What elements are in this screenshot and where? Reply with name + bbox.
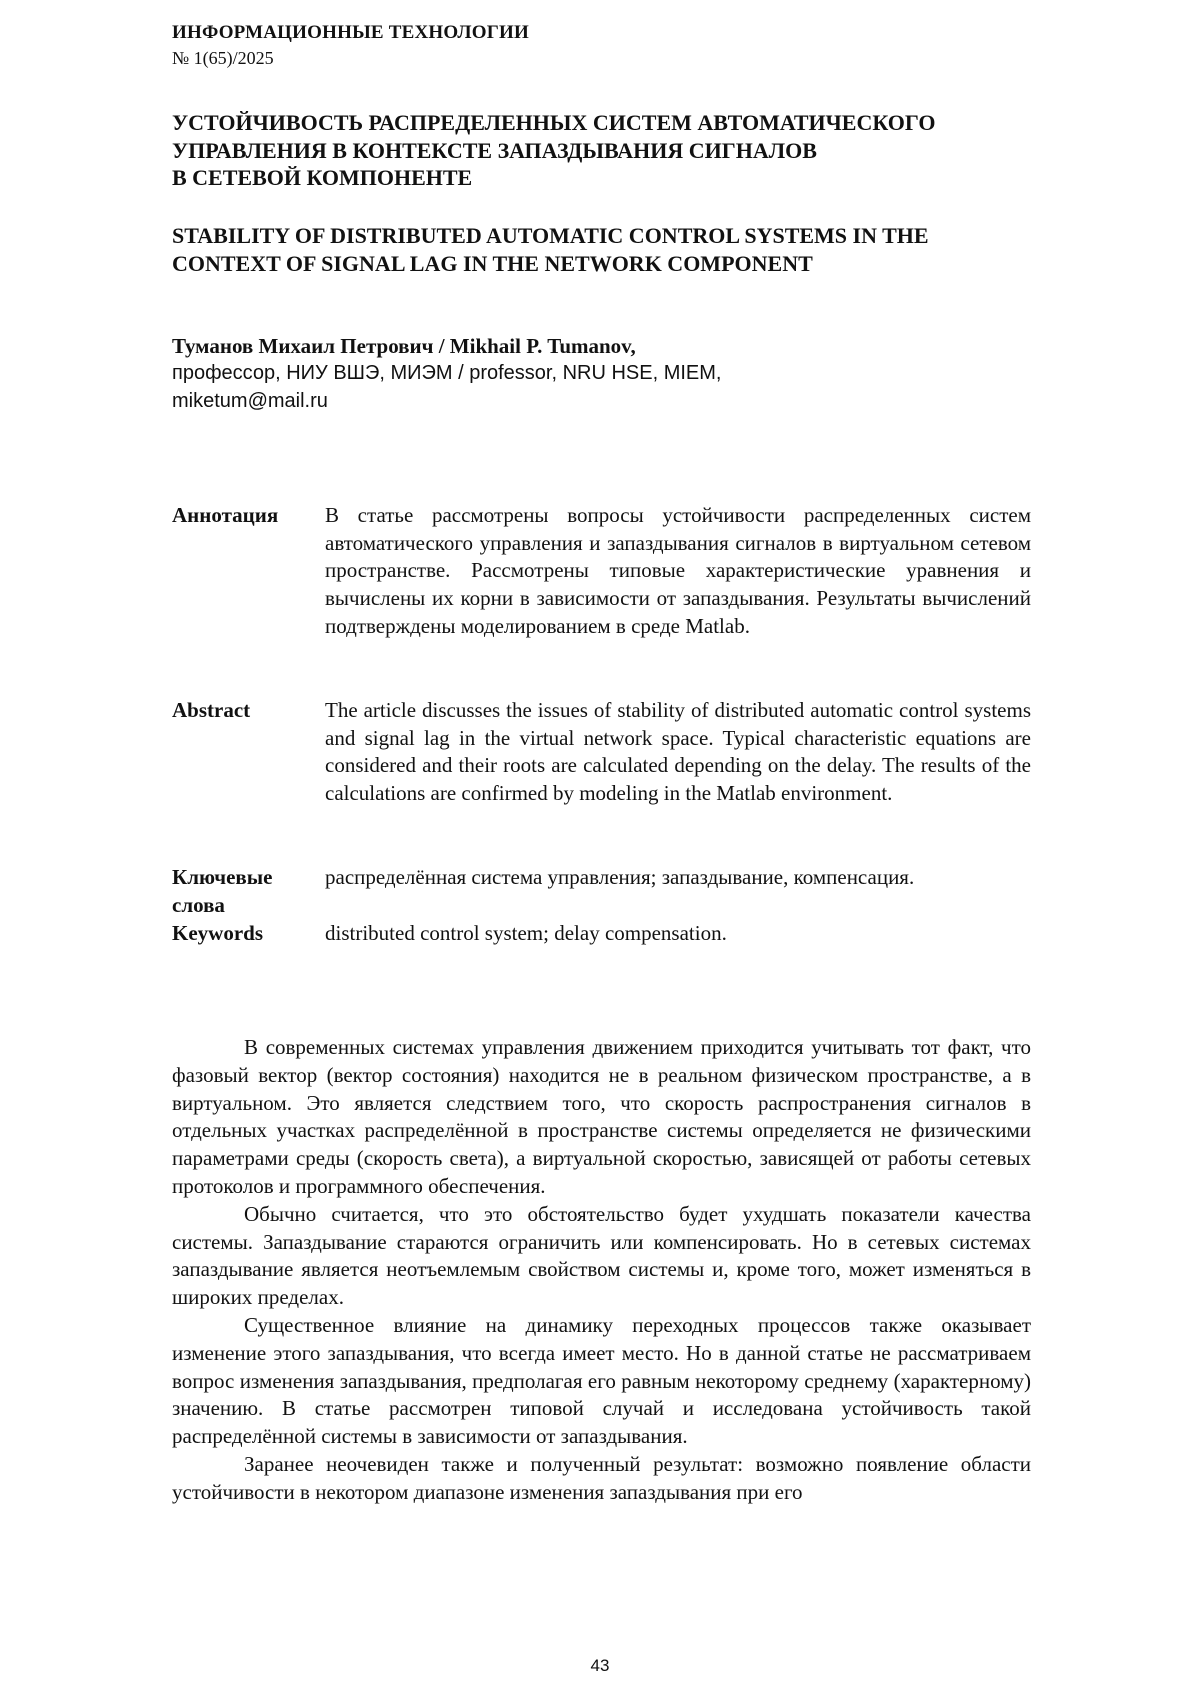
page-number: 43 — [0, 1656, 1200, 1676]
title-ru-line: В СЕТЕВОЙ КОМПОНЕНТЕ — [172, 164, 1072, 192]
author-email[interactable]: miketum@mail.ru — [172, 390, 328, 413]
article-body — [172, 1034, 1031, 1507]
author-name: Туманов Михаил Петрович / Mikhail P. Tumanov, — [172, 334, 636, 359]
journal-title: ИНФОРМАЦИОННЫЕ ТЕХНОЛОГИИ — [172, 22, 529, 44]
title-ru-line: УПРАВЛЕНИЯ В КОНТЕКСТЕ ЗАПАЗДЫВАНИЯ СИГНАЛОВ — [172, 137, 1072, 165]
article-title-ru — [172, 109, 1072, 192]
body-paragraph: Существенное влияние на динамику переходных процессов также оказывает изменение этого запаздывания, что всегда имеет место. Но в данной статье не рассматриваем вопрос изменения запаздывания, предполагая его равным некоторому среднему (характерному) значению. В статье рассмотрен типовой случай и исследована устойчивость такой распределённой системы в зависимости от запаздывания. — [172, 1312, 1031, 1451]
annotation-text: В статье рассмотрены вопросы устойчивости распределенных систем автоматического управления и запаздывания сигналов в виртуальном сетевом пространстве. Рассмотрены типовые характеристические уравнения и вычислены их корни в зависимости от запаздывания. Результаты вычислений подтверждены моделированием в среде Matlab. — [325, 502, 1031, 641]
keywords-ru-label: Ключевые слова — [172, 864, 312, 919]
body-paragraph: Обычно считается, что это обстоятельство будет ухудшать показатели качества системы. Запаздывание стараются ограничить или компенсировать. Но в сетевых системах запаздывание является неотъемлемым свойством системы и, кроме того, может изменяться в широких пределах. — [172, 1201, 1031, 1312]
abstract-label: Abstract — [172, 697, 250, 725]
body-paragraph: Заранее неочевиден также и полученный результат: возможно появление области устойчивости в некотором диапазоне изменения запаздывания при его — [172, 1451, 1031, 1507]
article-title-en — [172, 222, 1072, 277]
keywords-en-label: Keywords — [172, 920, 263, 948]
title-ru-line: УСТОЙЧИВОСТЬ РАСПРЕДЕЛЕННЫХ СИСТЕМ АВТОМАТИЧЕСКОГО — [172, 109, 1072, 137]
keywords-ru-text: распределённая система управления; запаздывание, компенсация. — [325, 864, 1031, 892]
title-en-line: STABILITY OF DISTRIBUTED AUTOMATIC CONTROL SYSTEMS IN THE — [172, 222, 1072, 250]
annotation-label: Аннотация — [172, 502, 278, 530]
body-paragraph: В современных системах управления движением приходится учитывать тот факт, что фазовый вектор (вектор состояния) находится не в реальном физическом пространстве, а в виртуальном. Это является следствием того, что скорость распространения сигналов в отдельных участках распределённой в пространстве системы определяется не физическими параметрами среды (скорость света), а виртуальной скоростью, зависящей от работы сетевых протоколов и программного обеспечения. — [172, 1034, 1031, 1201]
keywords-en-text: distributed control system; delay compensation. — [325, 920, 1031, 948]
abstract-text: The article discusses the issues of stability of distributed automatic control systems and signal lag in the virtual network space. Typical characteristic equations are considered and their roots are calculated depending on the delay. The results of the calculations are confirmed by modeling in the Matlab environment. — [325, 697, 1031, 808]
author-position: профессор, НИУ ВШЭ, МИЭМ / professor, NRU HSE, MIEM, — [172, 362, 722, 385]
journal-issue: № 1(65)/2025 — [172, 48, 274, 69]
paper-page — [0, 0, 1200, 1698]
title-en-line: CONTEXT OF SIGNAL LAG IN THE NETWORK COMPONENT — [172, 250, 1072, 278]
